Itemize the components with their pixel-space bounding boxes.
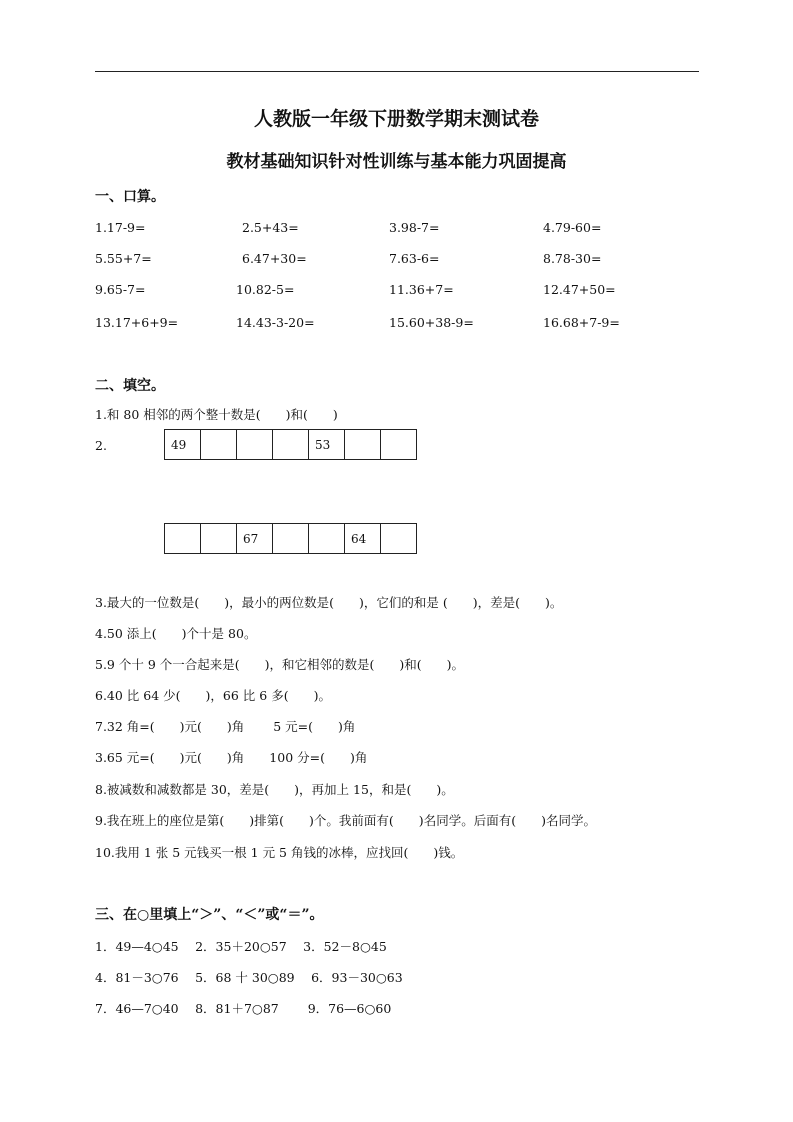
- grid-cell[interactable]: [237, 430, 273, 460]
- question-4: 4.50 添上( )个十是 80。: [95, 626, 257, 641]
- question-5: 5.9 个十 9 个一合起来是( )，和它相邻的数是( )和( )。: [95, 657, 465, 672]
- grid-cell: 64: [345, 524, 381, 554]
- grid-cell: 49: [165, 430, 201, 460]
- calc-item: 11.36+7=: [389, 282, 454, 297]
- calc-item: 13.17+6+9=: [95, 315, 179, 330]
- grid-cell[interactable]: [381, 430, 417, 460]
- calc-item: 8.78-30=: [543, 251, 602, 266]
- calc-item: 7.63-6=: [389, 251, 440, 266]
- calc-item: 2.5+43=: [242, 220, 299, 235]
- question-7a: 7.32 角=( )元( )角 5 元=( )角: [95, 719, 356, 734]
- question-2-label: 2.: [95, 438, 107, 453]
- question-1: 1.和 80 相邻的两个整十数是( )和( ): [95, 407, 338, 422]
- calc-item: 6.47+30=: [242, 251, 307, 266]
- calc-item: 15.60+38-9=: [389, 315, 474, 330]
- compare-row: 7．46—7○40 8．81＋7○87 9．76—6○60: [95, 1001, 392, 1016]
- calc-item: 9.65-7=: [95, 282, 146, 297]
- question-9: 9.我在班上的座位是第( )排第( )个。我前面有( )名同学。后面有( )名同学。: [95, 813, 596, 828]
- grid-cell: 53: [309, 430, 345, 460]
- question-10: 10.我用 1 张 5 元钱买一根 1 元 5 角钱的冰棒，应找回( )钱。: [95, 845, 464, 860]
- calc-item: 1.17-9=: [95, 220, 146, 235]
- calc-item: 14.43-3-20=: [236, 315, 315, 330]
- header-rule: [95, 71, 699, 72]
- calc-item: 10.82-5=: [236, 282, 295, 297]
- compare-row: 1．49—4○45 2．35＋20○57 3．52－8○45: [95, 939, 387, 954]
- calc-item: 5.55+7=: [95, 251, 152, 266]
- compare-row: 4．81－3○76 5．68 十 30○89 6．93－30○63: [95, 970, 403, 985]
- number-grid-1: [164, 429, 417, 460]
- question-3: 3.最大的一位数是( )，最小的两位数是( )，它们的和是 ( )，差是( )。: [95, 595, 563, 610]
- section-3-heading: 三、在○里填上“＞”、“＜”或“＝”。: [95, 907, 324, 923]
- question-6: 6.40 比 64 少( )，66 比 6 多( )。: [95, 688, 331, 703]
- section-1-heading: 一、口算。: [95, 189, 165, 205]
- grid-cell: 67: [237, 524, 273, 554]
- grid-cell[interactable]: [309, 524, 345, 554]
- question-7b: 3.65 元=( )元( )角 100 分=( )角: [95, 750, 368, 765]
- grid-cell[interactable]: [201, 430, 237, 460]
- calc-item: 12.47+50=: [543, 282, 616, 297]
- grid-cell[interactable]: [273, 430, 309, 460]
- number-grid-2: [164, 523, 417, 554]
- question-8: 8.被减数和减数都是 30，差是( )，再加上 15，和是( )。: [95, 782, 454, 797]
- calc-item: 4.79-60=: [543, 220, 602, 235]
- page-subtitle: 教材基础知识针对性训练与基本能力巩固提高: [226, 152, 567, 172]
- section-2-heading: 二、填空。: [95, 378, 165, 394]
- grid-cell[interactable]: [345, 430, 381, 460]
- grid-cell[interactable]: [273, 524, 309, 554]
- calc-item: 16.68+7-9=: [543, 315, 620, 330]
- calc-item: 3.98-7=: [389, 220, 440, 235]
- page-title: 人教版一年级下册数学期末测试卷: [253, 108, 539, 130]
- grid-cell[interactable]: [165, 524, 201, 554]
- grid-cell[interactable]: [381, 524, 417, 554]
- grid-cell[interactable]: [201, 524, 237, 554]
